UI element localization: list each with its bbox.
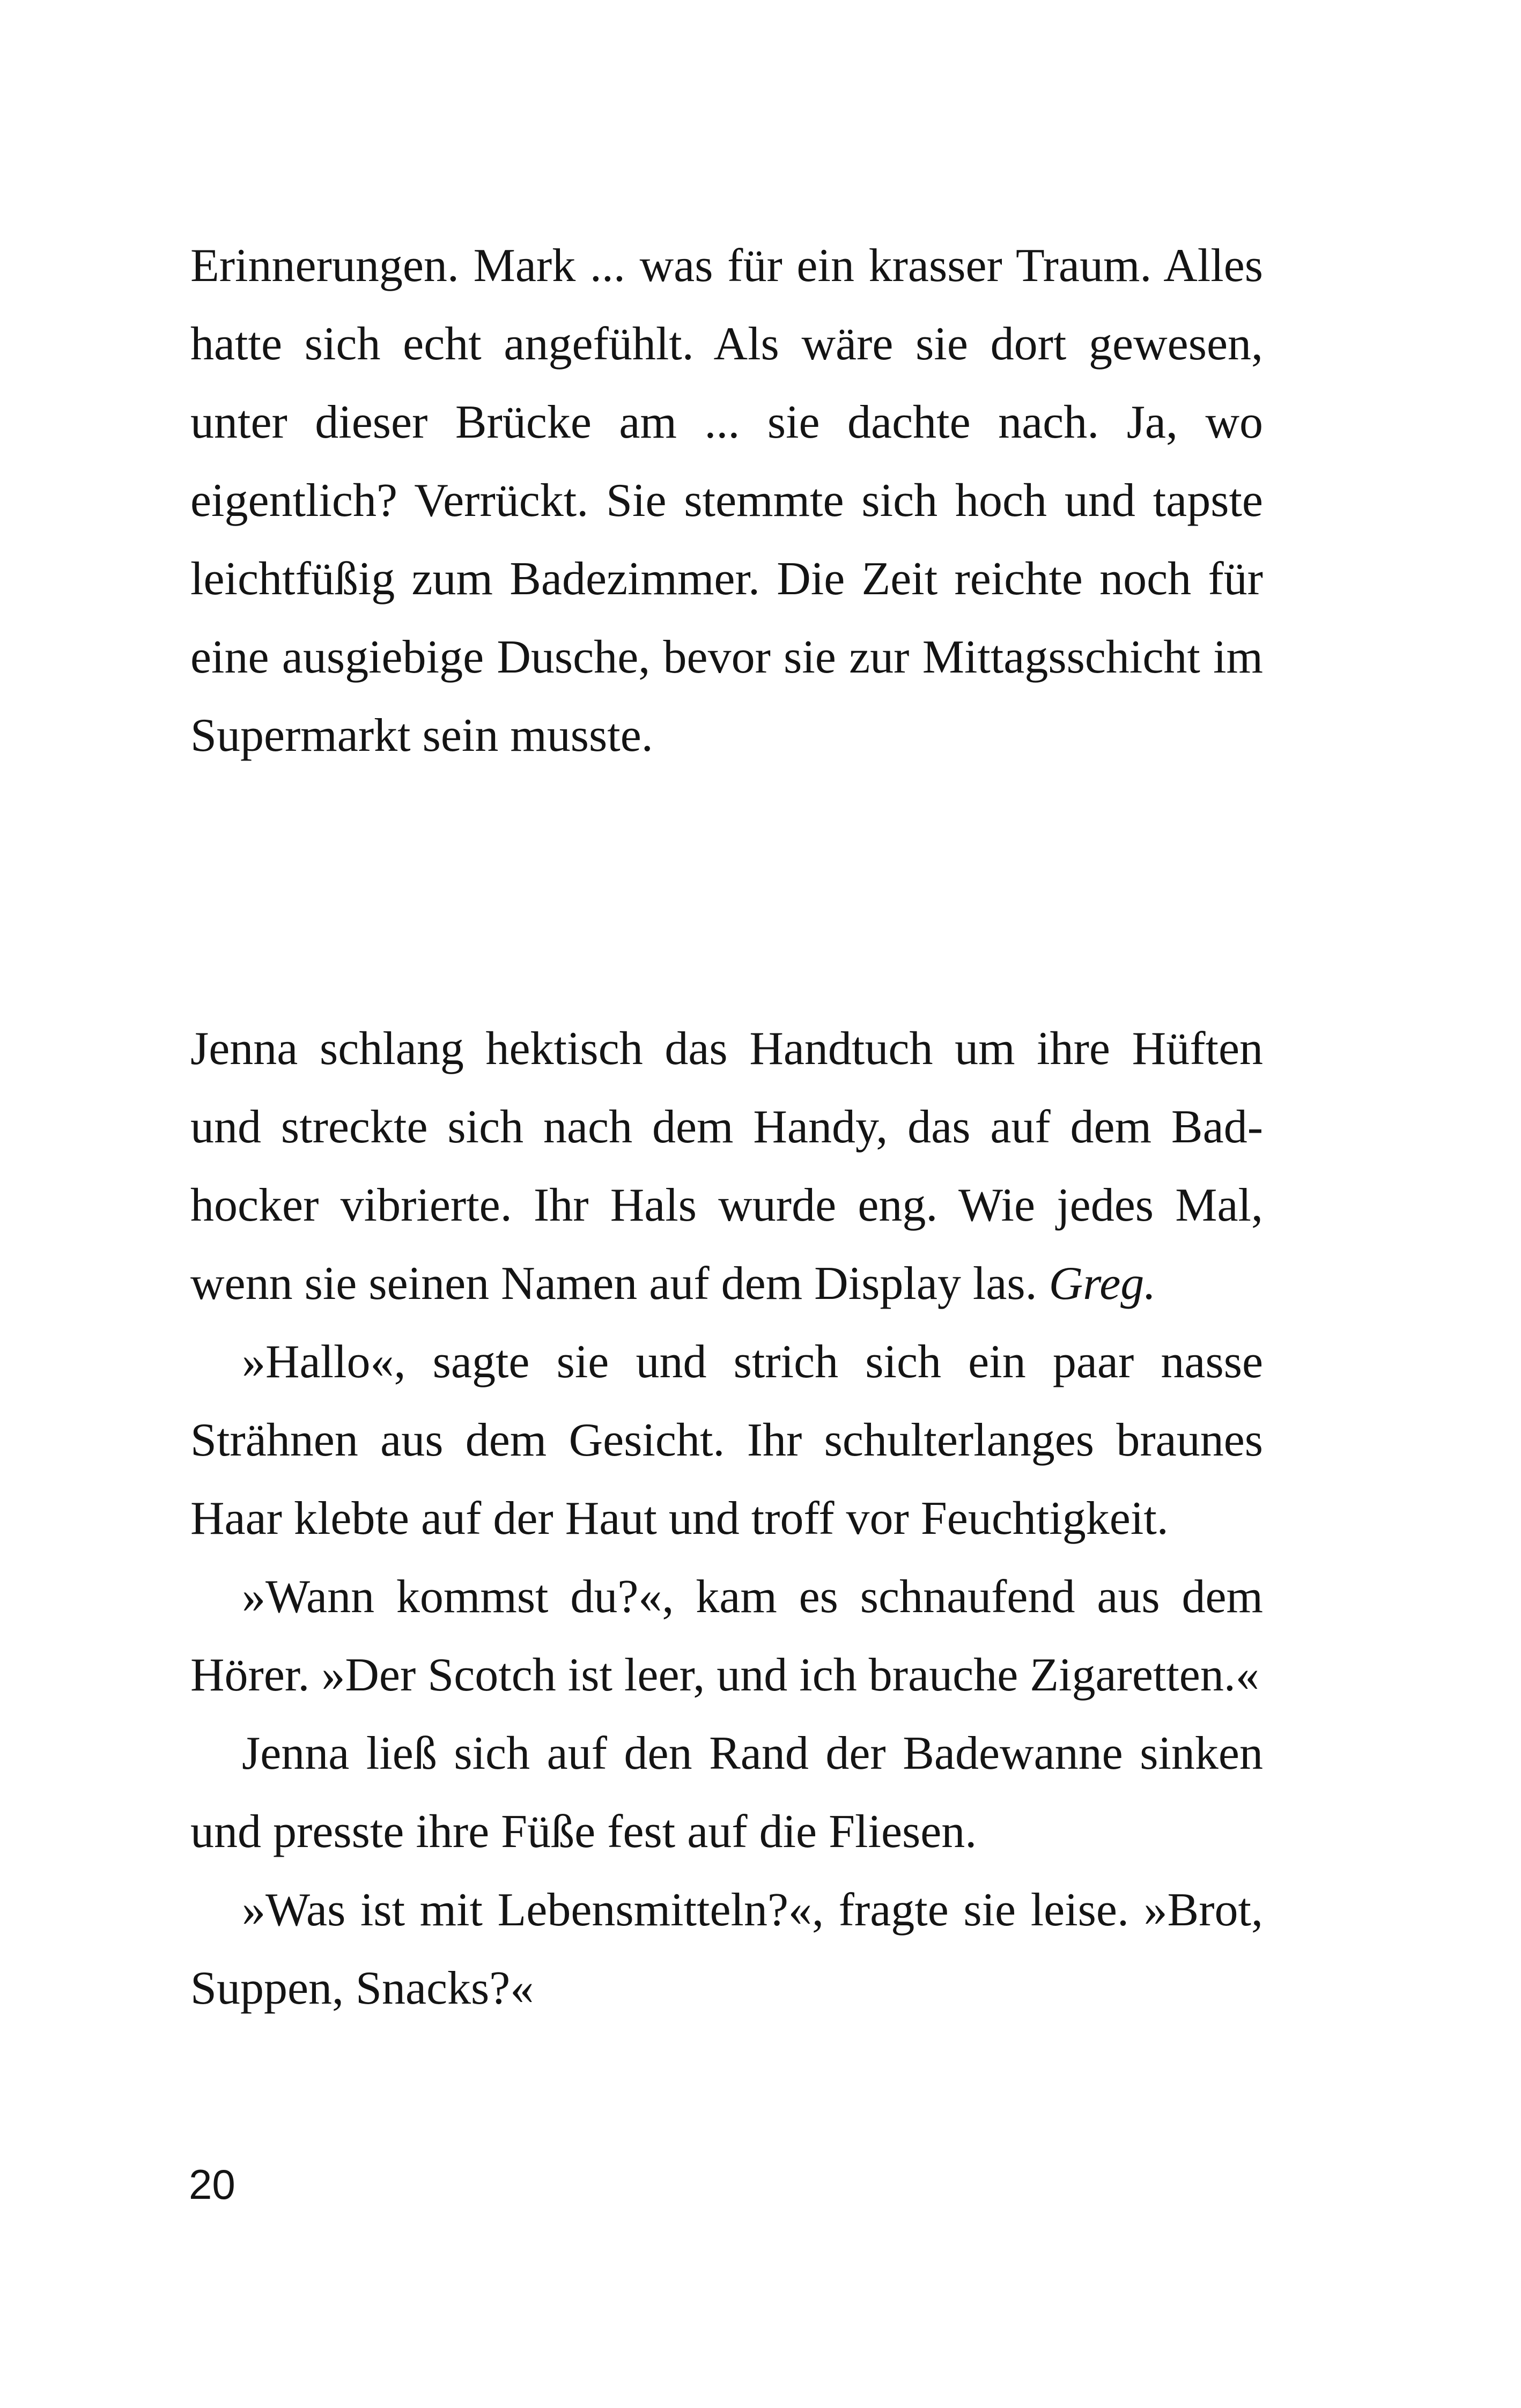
emphasized-name: Greg. (1049, 1258, 1156, 1310)
page-number: 20 (189, 2161, 235, 2208)
opening-paragraph (190, 1010, 1263, 1323)
section-1 (190, 227, 1263, 775)
opening-text: Jenna schlang hektisch das Handtuch um ihre Hüften und streckte sich nach dem Handy, das auf dem Badhocker vibrierte. Ihr Hals wurde eng. Wie jedes Mal, wenn sie seinen Namen auf dem Display las. (190, 1023, 1263, 1310)
section-2 (190, 1010, 1263, 2028)
paragraph-1: Erinnerungen. Mark ... was für ein krasser Traum. Alles hatte sich echt angefühlt. Als wäre sie dort gewesen, unter dieser Brücke am ... sie dachte nach. Ja, wo eigentlich? Verrückt. Sie stemmte sich hoch und tapste leichtfüßig zum Badezimmer. Die Zeit reichte noch für eine ausgiebige Dusche, bevor sie zur Mittagsschicht im Supermarkt sein musste. (190, 240, 1263, 762)
paragraph-badewanne: Jenna ließ sich auf den Rand der Badewanne sinken und presste ihre Füße fest auf die Fliesen. (190, 1727, 1263, 1858)
paragraph-lebensmittel: »Was ist mit Lebensmitteln?«, fragte sie leise. »Brot, Suppen, Snacks?« (190, 1884, 1263, 2014)
paragraph-hallo: »Hallo«, sagte sie und strich sich ein paar nasse Strähnen aus dem Gesicht. Ihr schulterlanges braunes Haar klebte auf der Haut und troff vor Feuchtigkeit. (190, 1336, 1263, 1545)
paragraph-wann-kommst-du: »Wann kommst du?«, kam es schnaufend aus dem Hörer. »Der Scotch ist leer, und ich brauche Zigaretten.« (190, 1571, 1263, 1701)
